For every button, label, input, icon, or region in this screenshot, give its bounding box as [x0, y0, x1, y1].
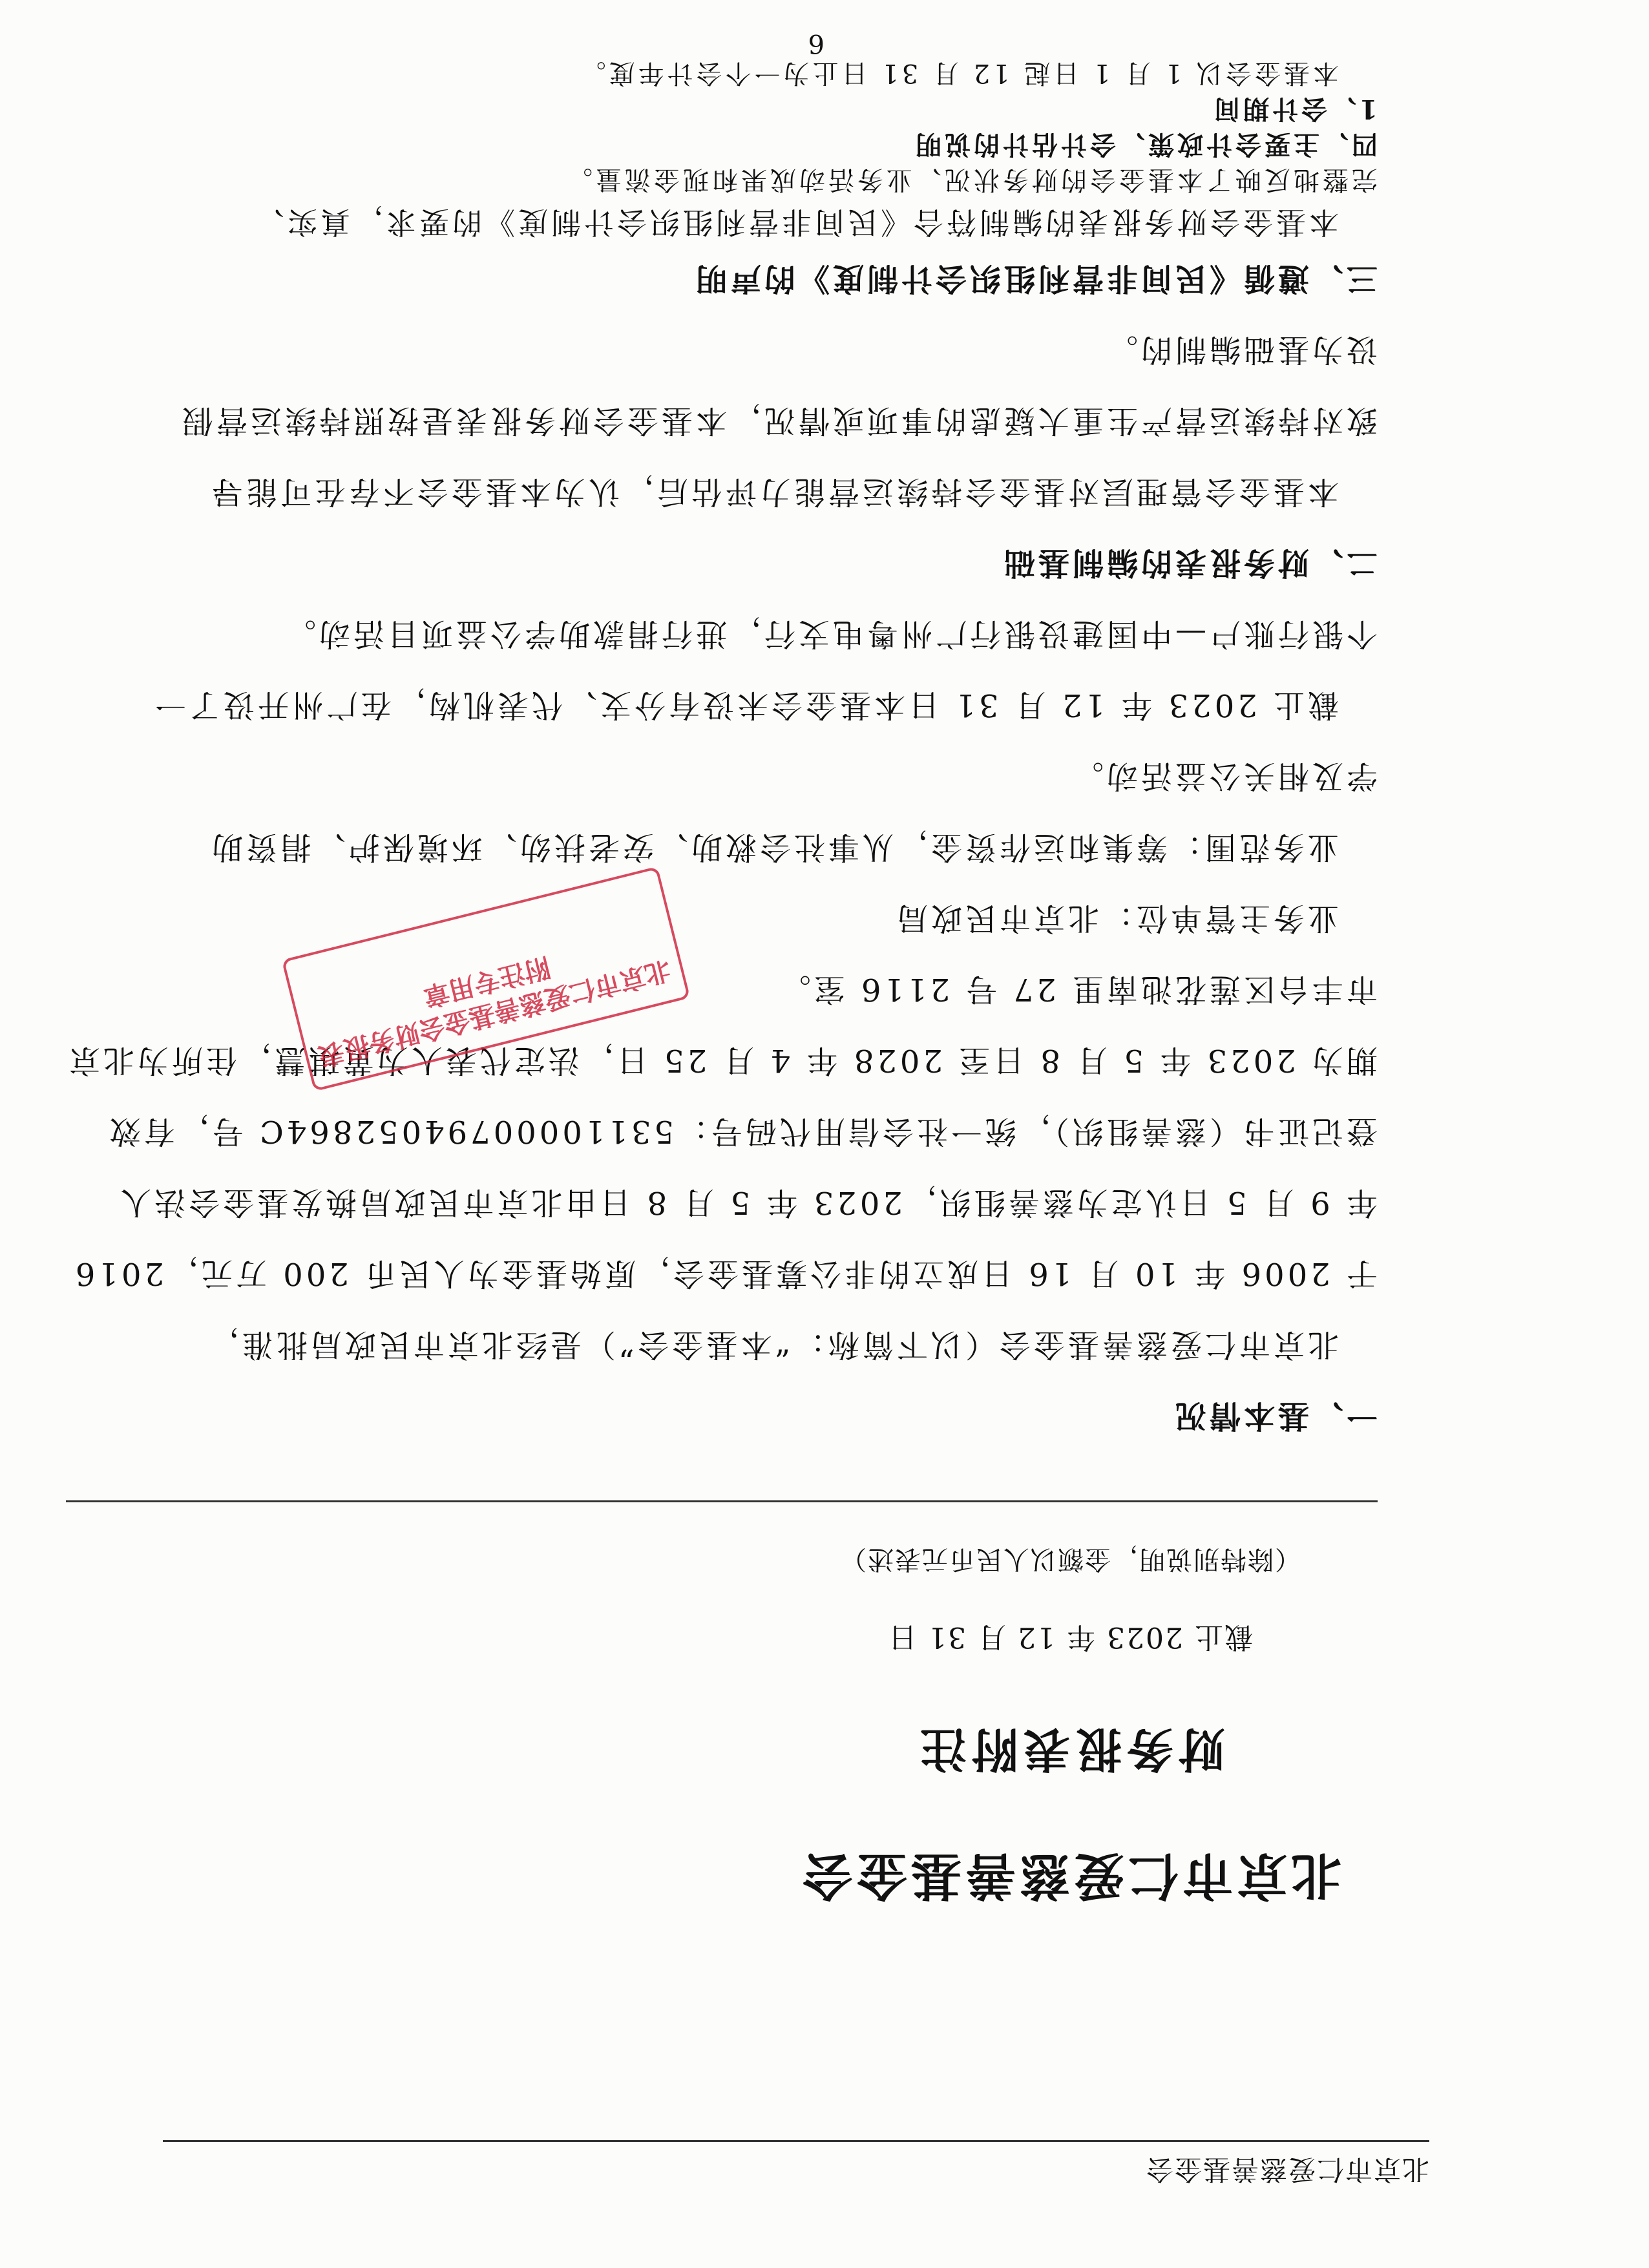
section-3-line-1: 本基金会财务报表的编制符合《民间非营利组织会计制度》的要求，真实、: [251, 205, 1339, 240]
document-title: 财务报表附注: [915, 1722, 1226, 1777]
section-4-heading: 四、主要会计政策、会计估计的说明: [912, 129, 1378, 160]
document-org-title: 北京市仁爱慈善基金会: [799, 1846, 1342, 1905]
section-4-text: 本基金会以 1 月 1 日起 12 月 31 日止为一个会计年度。: [576, 58, 1339, 88]
scope-line-2: 学及相关公益活动。: [1069, 758, 1378, 794]
supervisor-line: 业务主管单位：北京市民政局: [893, 900, 1339, 936]
section-1-heading: 一、基本情况: [1171, 1398, 1378, 1434]
seal-text: 北京市仁爱慈善基金会财务报表附注专用章: [315, 951, 674, 1072]
section-1-line-3: 年 9 月 5 日认定为慈善组织，2023 年 5 月 8 日由北京市民政局换发基金会法人: [117, 1184, 1378, 1221]
section-1-line-4: 登记证书（慈善组织），统一社会信用代码号：53110000794052864C 号，有效: [106, 1113, 1378, 1150]
section-2-line-2: 致对持续运营产生重大疑虑的事项或情况，本基金会财务报表是按照持续运营假: [178, 403, 1378, 439]
branch-line-1: 截止 2023 年 12 月 31 日本基金会未设有分支、代表机构，在广州开设了一: [152, 687, 1339, 723]
currency-note: （除特别说明，金额以人民币元表述）: [839, 1544, 1301, 1574]
title-rule: [66, 1500, 1378, 1502]
section-3-heading: 三、遵循《民间非营利组织会计制度》的声明: [692, 260, 1378, 297]
section-1-line-2: 于 2006 年 10 月 16 日成立的非公募基金会，原始基金为人民币 200 万元，2016: [72, 1255, 1378, 1292]
section-2-line-1: 本基金会管理层对基金会持续运营能力评估后，认为本基金会不存在可能导: [208, 474, 1339, 510]
scope-line-1: 业务范围：筹集和运作资金，从事社会救助、安老扶幼、环境保护、捐资助: [208, 829, 1339, 865]
section-2-line-3: 设为基础编制的。: [1103, 331, 1378, 368]
section-4-subheading: 1、会计期间: [1211, 94, 1378, 124]
section-1-line-1: 北京市仁爱慈善基金会（以下简称：“本基金会”）是经北京市民政局批准，: [204, 1327, 1339, 1363]
section-1-line-6: 市丰台区莲花池南里 27 号 2116 室。: [776, 971, 1378, 1007]
running-header: 北京市仁爱慈善基金会: [1144, 2154, 1429, 2185]
header-rule: [163, 2140, 1429, 2142]
section-2-heading: 二、财务报表的编制基础: [1000, 545, 1378, 581]
branch-line-2: 个银行账户—中国建设银行广州粤电支行，进行捐款助学公益项目活动。: [281, 616, 1378, 652]
page-number: 6: [804, 28, 824, 58]
section-1-line-5: 期为 2023 年 5 月 8 日至 2028 年 4 月 25 日，法定代表人为黄琪慧，住所为北京: [65, 1042, 1378, 1078]
section-3-line-2: 完整地反映了本基金会的财务状况、业务活动成果和现金流量。: [563, 165, 1378, 194]
period-subtitle: 截止 2023 年 12 月 31 日: [887, 1621, 1253, 1654]
